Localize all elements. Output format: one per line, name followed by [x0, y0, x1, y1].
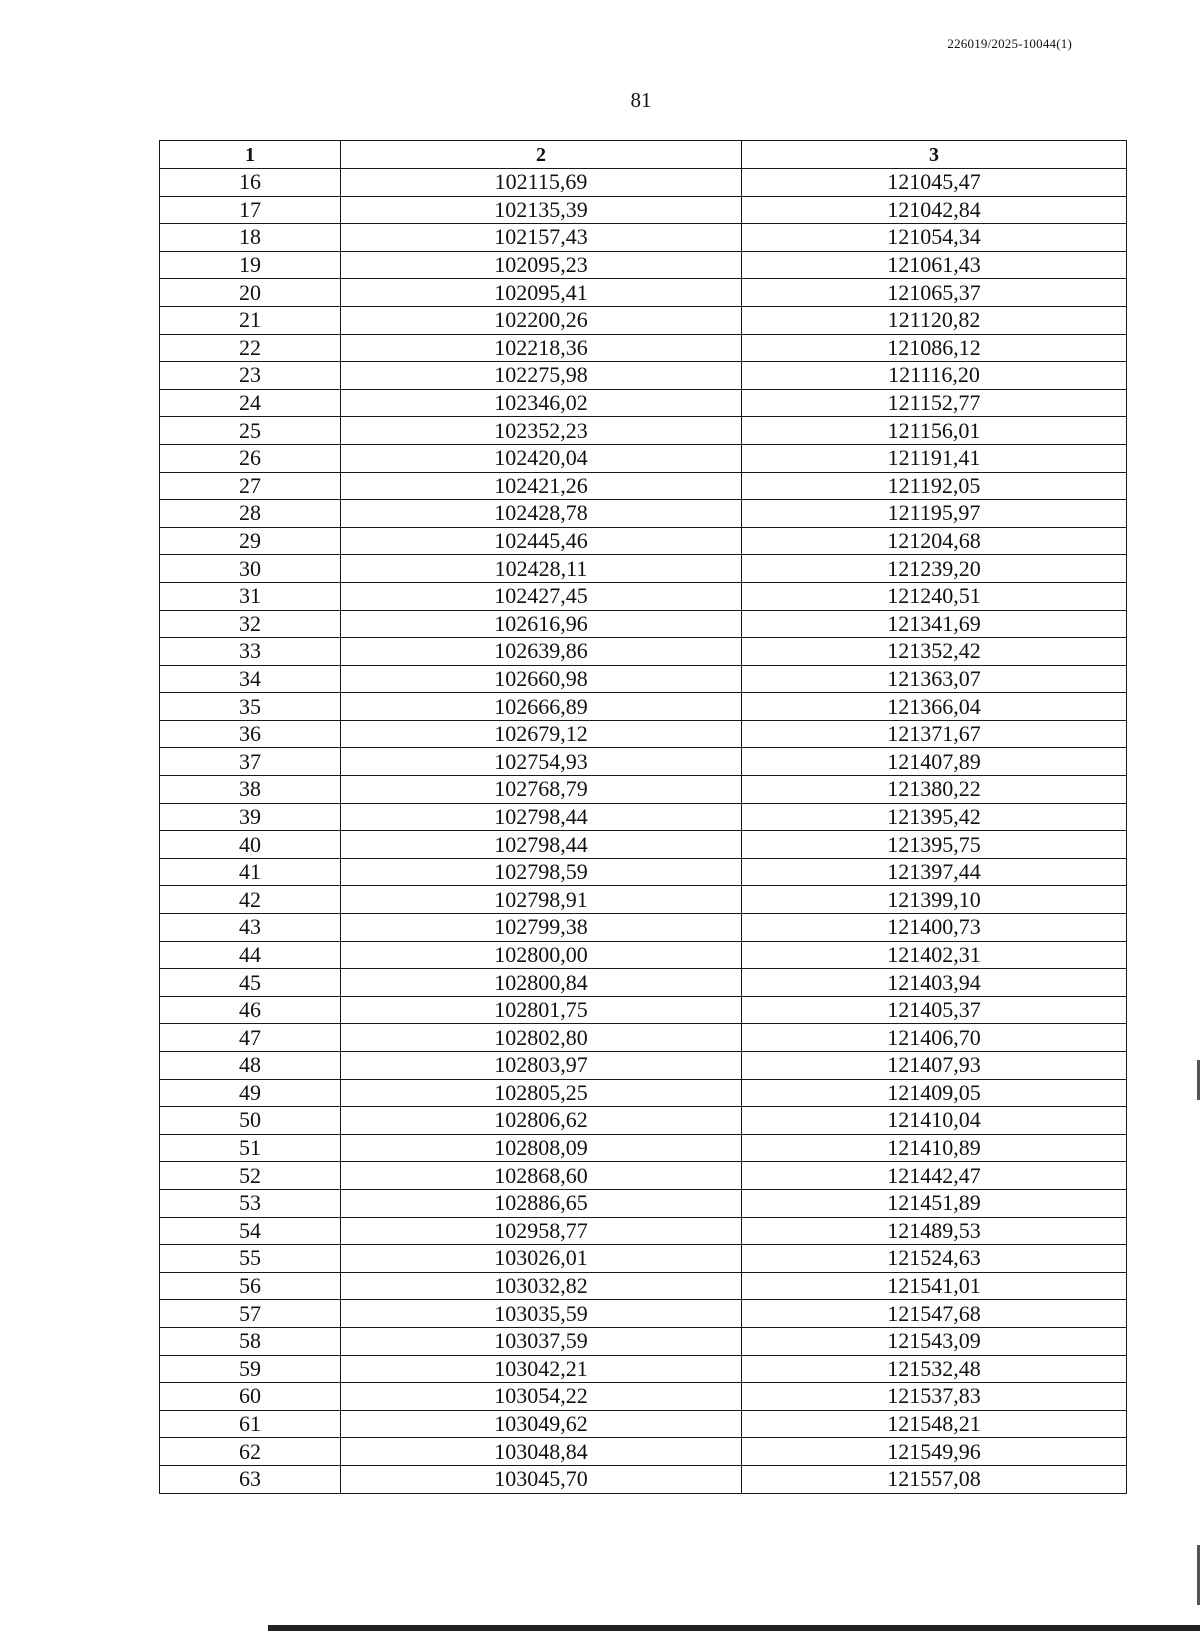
table-cell-col-3: 121410,04 — [742, 1107, 1127, 1135]
table-cell-col-2: 102428,11 — [341, 555, 742, 583]
table-cell-col-1: 36 — [160, 720, 341, 748]
table-cell-col-2: 102095,41 — [341, 279, 742, 307]
table-row — [160, 334, 1127, 362]
table-cell-col-2: 102798,44 — [341, 831, 742, 859]
table-cell-col-1: 25 — [160, 417, 341, 445]
table-cell-col-3: 121395,42 — [742, 803, 1127, 831]
table-cell-col-2: 102427,45 — [341, 582, 742, 610]
table-cell-col-1: 31 — [160, 582, 341, 610]
table-cell-col-3: 121152,77 — [742, 389, 1127, 417]
table-row — [160, 362, 1127, 390]
table-cell-col-1: 33 — [160, 638, 341, 666]
table-row — [160, 1162, 1127, 1190]
table-cell-col-3: 121061,43 — [742, 251, 1127, 279]
table-cell-col-2: 102805,25 — [341, 1079, 742, 1107]
table-row — [160, 527, 1127, 555]
table-cell-col-2: 102800,84 — [341, 969, 742, 997]
column-header-2: 2 — [341, 141, 742, 169]
table-cell-col-1: 16 — [160, 169, 341, 197]
table-row — [160, 996, 1127, 1024]
table-cell-col-1: 29 — [160, 527, 341, 555]
header-row — [160, 141, 1127, 169]
table-cell-col-1: 23 — [160, 362, 341, 390]
table-cell-col-1: 34 — [160, 665, 341, 693]
table-cell-col-1: 40 — [160, 831, 341, 859]
table-row — [160, 1134, 1127, 1162]
table-row — [160, 886, 1127, 914]
table-cell-col-3: 121451,89 — [742, 1189, 1127, 1217]
table-cell-col-2: 102639,86 — [341, 638, 742, 666]
document-id: 226019/2025-10044(1) — [947, 36, 1072, 51]
table-row — [160, 748, 1127, 776]
table-cell-col-3: 121054,34 — [742, 224, 1127, 252]
table-cell-col-1: 42 — [160, 886, 341, 914]
table-cell-col-2: 102346,02 — [341, 389, 742, 417]
table-cell-col-2: 102135,39 — [341, 196, 742, 224]
table-row — [160, 720, 1127, 748]
table-cell-col-3: 121204,68 — [742, 527, 1127, 555]
table-cell-col-1: 24 — [160, 389, 341, 417]
table-row — [160, 1438, 1127, 1466]
table-cell-col-1: 63 — [160, 1465, 341, 1493]
table-cell-col-3: 121557,08 — [742, 1465, 1127, 1493]
table-cell-col-1: 32 — [160, 610, 341, 638]
table-cell-col-3: 121524,63 — [742, 1245, 1127, 1273]
table-cell-col-3: 121395,75 — [742, 831, 1127, 859]
table-row — [160, 472, 1127, 500]
table-cell-col-2: 102803,97 — [341, 1052, 742, 1080]
table-cell-col-3: 121191,41 — [742, 444, 1127, 472]
table-cell-col-3: 121543,09 — [742, 1327, 1127, 1355]
table-cell-col-1: 35 — [160, 693, 341, 721]
table-body — [160, 169, 1127, 1494]
table-cell-col-3: 121120,82 — [742, 306, 1127, 334]
table-cell-col-3: 121549,96 — [742, 1438, 1127, 1466]
table-row — [160, 1079, 1127, 1107]
table-cell-col-1: 21 — [160, 306, 341, 334]
table-cell-col-2: 102798,59 — [341, 858, 742, 886]
table-cell-col-2: 102868,60 — [341, 1162, 742, 1190]
table-row — [160, 251, 1127, 279]
table-cell-col-2: 102095,23 — [341, 251, 742, 279]
table-cell-col-3: 121156,01 — [742, 417, 1127, 445]
table-header — [160, 141, 1127, 169]
table-cell-col-2: 103026,01 — [341, 1245, 742, 1273]
table-cell-col-1: 62 — [160, 1438, 341, 1466]
table-row — [160, 169, 1127, 197]
table-cell-col-3: 121239,20 — [742, 555, 1127, 583]
table-cell-col-3: 121195,97 — [742, 500, 1127, 528]
column-header-3: 3 — [742, 141, 1127, 169]
table-cell-col-2: 102352,23 — [341, 417, 742, 445]
table-cell-col-3: 121541,01 — [742, 1272, 1127, 1300]
table-cell-col-3: 121341,69 — [742, 610, 1127, 638]
table-cell-col-3: 121045,47 — [742, 169, 1127, 197]
scan-border-line — [268, 1625, 1200, 1631]
table-cell-col-2: 103032,82 — [341, 1272, 742, 1300]
table-row — [160, 417, 1127, 445]
table-cell-col-3: 121380,22 — [742, 776, 1127, 804]
table-cell-col-1: 41 — [160, 858, 341, 886]
table-row — [160, 1024, 1127, 1052]
table-cell-col-2: 102808,09 — [341, 1134, 742, 1162]
table-cell-col-1: 54 — [160, 1217, 341, 1245]
table-cell-col-3: 121400,73 — [742, 914, 1127, 942]
table-cell-col-2: 102420,04 — [341, 444, 742, 472]
table-row — [160, 1300, 1127, 1328]
table-cell-col-3: 121547,68 — [742, 1300, 1127, 1328]
table-cell-col-2: 102800,00 — [341, 941, 742, 969]
table-cell-col-1: 22 — [160, 334, 341, 362]
table-cell-col-3: 121406,70 — [742, 1024, 1127, 1052]
table-row — [160, 803, 1127, 831]
coordinates-table — [159, 140, 1127, 1494]
table-cell-col-1: 19 — [160, 251, 341, 279]
table-cell-col-1: 55 — [160, 1245, 341, 1273]
table-cell-col-2: 102754,93 — [341, 748, 742, 776]
table-row — [160, 914, 1127, 942]
table-row — [160, 858, 1127, 886]
table-cell-col-3: 121405,37 — [742, 996, 1127, 1024]
table-cell-col-2: 103037,59 — [341, 1327, 742, 1355]
table-cell-col-3: 121399,10 — [742, 886, 1127, 914]
table-row — [160, 693, 1127, 721]
table-cell-col-3: 121366,04 — [742, 693, 1127, 721]
table-cell-col-1: 45 — [160, 969, 341, 997]
table-row — [160, 555, 1127, 583]
table-cell-col-1: 20 — [160, 279, 341, 307]
table-cell-col-1: 47 — [160, 1024, 341, 1052]
table-cell-col-3: 121489,53 — [742, 1217, 1127, 1245]
table-cell-col-1: 53 — [160, 1189, 341, 1217]
table-row — [160, 1465, 1127, 1493]
table-row — [160, 1245, 1127, 1273]
table-cell-col-2: 102768,79 — [341, 776, 742, 804]
table-cell-col-1: 58 — [160, 1327, 341, 1355]
table-row — [160, 389, 1127, 417]
table-cell-col-3: 121409,05 — [742, 1079, 1127, 1107]
table-cell-col-2: 102802,80 — [341, 1024, 742, 1052]
table-cell-col-2: 103054,22 — [341, 1383, 742, 1411]
column-header-1: 1 — [160, 141, 341, 169]
table-cell-col-3: 121442,47 — [742, 1162, 1127, 1190]
table-cell-col-2: 102886,65 — [341, 1189, 742, 1217]
table-cell-col-2: 103042,21 — [341, 1355, 742, 1383]
table-cell-col-2: 102798,91 — [341, 886, 742, 914]
table-cell-col-1: 50 — [160, 1107, 341, 1135]
table-row — [160, 610, 1127, 638]
table-row — [160, 776, 1127, 804]
table-row — [160, 1189, 1127, 1217]
table-row — [160, 1272, 1127, 1300]
table-row — [160, 279, 1127, 307]
table-row — [160, 444, 1127, 472]
table-cell-col-1: 37 — [160, 748, 341, 776]
table-row — [160, 196, 1127, 224]
table-cell-col-3: 121548,21 — [742, 1410, 1127, 1438]
table-cell-col-1: 28 — [160, 500, 341, 528]
table-cell-col-1: 57 — [160, 1300, 341, 1328]
table-cell-col-2: 102679,12 — [341, 720, 742, 748]
table-cell-col-1: 26 — [160, 444, 341, 472]
table-cell-col-1: 51 — [160, 1134, 341, 1162]
table-cell-col-3: 121086,12 — [742, 334, 1127, 362]
table-cell-col-2: 102428,78 — [341, 500, 742, 528]
table-cell-col-2: 102801,75 — [341, 996, 742, 1024]
table-row — [160, 665, 1127, 693]
table-cell-col-1: 52 — [160, 1162, 341, 1190]
table-cell-col-2: 103048,84 — [341, 1438, 742, 1466]
table-row — [160, 941, 1127, 969]
table-cell-col-1: 30 — [160, 555, 341, 583]
table-cell-col-3: 121410,89 — [742, 1134, 1127, 1162]
table-cell-col-2: 102958,77 — [341, 1217, 742, 1245]
table-row — [160, 1383, 1127, 1411]
table-cell-col-3: 121116,20 — [742, 362, 1127, 390]
table-cell-col-3: 121407,93 — [742, 1052, 1127, 1080]
table-row — [160, 500, 1127, 528]
table-cell-col-3: 121403,94 — [742, 969, 1127, 997]
table-cell-col-1: 39 — [160, 803, 341, 831]
table-row — [160, 1355, 1127, 1383]
table-cell-col-1: 60 — [160, 1383, 341, 1411]
table-cell-col-1: 18 — [160, 224, 341, 252]
table-cell-col-2: 103049,62 — [341, 1410, 742, 1438]
table-row — [160, 224, 1127, 252]
table-cell-col-3: 121042,84 — [742, 196, 1127, 224]
table-cell-col-2: 102115,69 — [341, 169, 742, 197]
table-cell-col-2: 102445,46 — [341, 527, 742, 555]
table-cell-col-1: 56 — [160, 1272, 341, 1300]
table-cell-col-1: 38 — [160, 776, 341, 804]
table-cell-col-2: 102275,98 — [341, 362, 742, 390]
table-cell-col-2: 102421,26 — [341, 472, 742, 500]
table-cell-col-3: 121192,05 — [742, 472, 1127, 500]
table-cell-col-2: 102798,44 — [341, 803, 742, 831]
table-cell-col-1: 17 — [160, 196, 341, 224]
table-row — [160, 969, 1127, 997]
table-cell-col-2: 102660,98 — [341, 665, 742, 693]
table-row — [160, 1107, 1127, 1135]
table-cell-col-3: 121065,37 — [742, 279, 1127, 307]
table-cell-col-3: 121371,67 — [742, 720, 1127, 748]
table-cell-col-2: 102799,38 — [341, 914, 742, 942]
table-cell-col-1: 49 — [160, 1079, 341, 1107]
table-cell-col-3: 121532,48 — [742, 1355, 1127, 1383]
table-cell-col-2: 102200,26 — [341, 306, 742, 334]
page-number: 81 — [630, 88, 652, 112]
table-row — [160, 638, 1127, 666]
table-cell-col-1: 59 — [160, 1355, 341, 1383]
table-cell-col-2: 102157,43 — [341, 224, 742, 252]
table-cell-col-2: 102616,96 — [341, 610, 742, 638]
table-cell-col-1: 44 — [160, 941, 341, 969]
table-cell-col-3: 121352,42 — [742, 638, 1127, 666]
table-cell-col-1: 43 — [160, 914, 341, 942]
table-cell-col-3: 121537,83 — [742, 1383, 1127, 1411]
table-row — [160, 831, 1127, 859]
table-cell-col-3: 121240,51 — [742, 582, 1127, 610]
table-cell-col-1: 46 — [160, 996, 341, 1024]
table-row — [160, 306, 1127, 334]
table-cell-col-2: 102806,62 — [341, 1107, 742, 1135]
table-row — [160, 1410, 1127, 1438]
table-cell-col-3: 121363,07 — [742, 665, 1127, 693]
table-cell-col-3: 121407,89 — [742, 748, 1127, 776]
table-cell-col-2: 103045,70 — [341, 1465, 742, 1493]
table-cell-col-3: 121397,44 — [742, 858, 1127, 886]
table-cell-col-1: 27 — [160, 472, 341, 500]
table-cell-col-2: 103035,59 — [341, 1300, 742, 1328]
table-row — [160, 1217, 1127, 1245]
table-cell-col-3: 121402,31 — [742, 941, 1127, 969]
table-cell-col-1: 48 — [160, 1052, 341, 1080]
table-row — [160, 1327, 1127, 1355]
table-cell-col-2: 102218,36 — [341, 334, 742, 362]
table-cell-col-2: 102666,89 — [341, 693, 742, 721]
table-cell-col-1: 61 — [160, 1410, 341, 1438]
table-row — [160, 582, 1127, 610]
table-row — [160, 1052, 1127, 1080]
